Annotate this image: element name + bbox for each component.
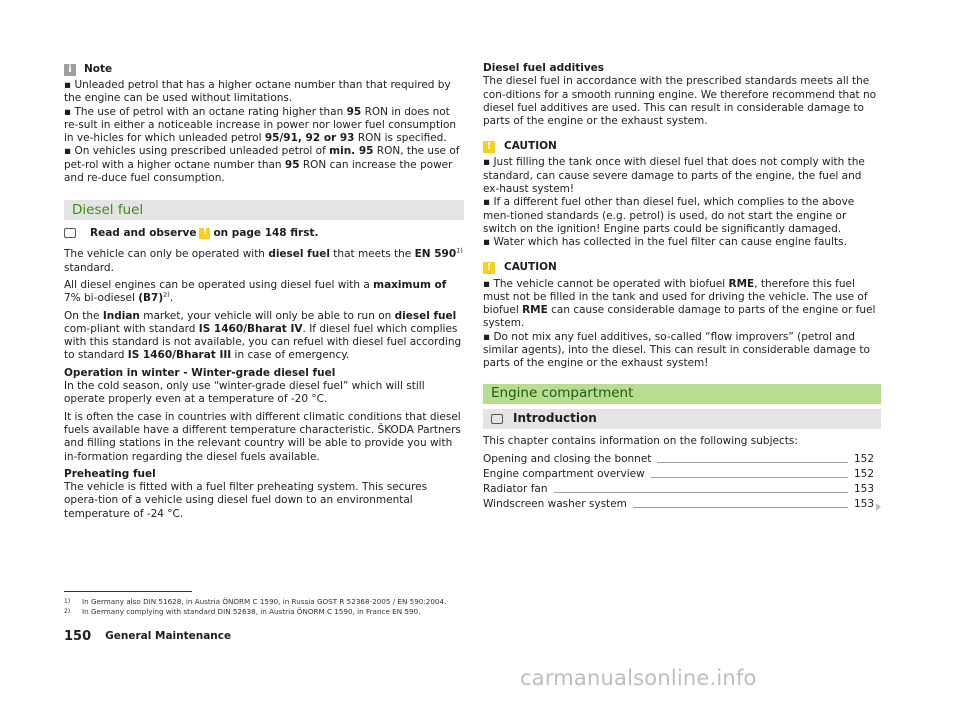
intro-bar: Introduction bbox=[483, 409, 881, 429]
read-and-observe: Read and observe ! on page 148 first. bbox=[64, 226, 464, 240]
section-title-diesel-fuel: Diesel fuel bbox=[64, 200, 464, 220]
page-footer bbox=[64, 629, 231, 645]
warning-icon bbox=[483, 141, 495, 153]
note-item: ▪ Unleaded petrol that has a higher octane number than that required by the engine can be used without limitations. bbox=[64, 79, 451, 105]
caution-item: ▪ If a different fuel other than diesel fuel, which complies to the above men-tioned standards (e.g. petrol) is used, do not start the engine or switch on the ignition! Engine parts could be significantly damaged. bbox=[483, 196, 855, 235]
toc-item[interactable]: Windscreen washer system 153 bbox=[483, 496, 881, 511]
caution-item: ▪ Do not mix any fuel additives, so-called “flow improvers” (petrol and similar agents), into the diesel. This can result in considerable damage to parts of the engine or the exhaust system! bbox=[483, 330, 870, 370]
page-number: 150 bbox=[64, 629, 92, 645]
paragraph: The vehicle can only be operated with diesel fuel that meets the EN 590$^{1)}$ standard. bbox=[64, 246, 463, 274]
warning-icon bbox=[199, 228, 210, 239]
left-column bbox=[64, 62, 464, 521]
paragraph: This chapter contains information on the following subjects: bbox=[483, 434, 798, 447]
footnote: 2) In Germany complying with standard DIN 52638, in Austria ÖNORM C 1590, in France EN 590. bbox=[64, 607, 421, 616]
toc-item[interactable]: Opening and closing the bonnet 152 bbox=[483, 452, 875, 465]
subheading: Diesel fuel additives bbox=[483, 62, 605, 74]
paragraph: In the cold season, only use “winter-grade diesel fuel” which will still operate properly even at a temperature of -20 °C. bbox=[64, 380, 425, 406]
info-icon bbox=[64, 64, 76, 76]
note-item: ▪ On vehicles using prescribed unleaded petrol of min. 95 RON, the use of pet-rol with a higher octane number than 95 RON can increase the power and re-duce fuel consumption. bbox=[64, 145, 460, 185]
caution-item: ▪ The vehicle cannot be operated with biofuel RME, therefore this fuel must not be filled in the tank and used for driving the vehicle. The use of biofuel RME can cause considerable damage to parts of the engine or fuel system. bbox=[483, 277, 876, 330]
section-title-engine-compartment: Engine compartment bbox=[483, 384, 881, 404]
right-column bbox=[483, 62, 881, 511]
subheading: Operation in winter - Winter-grade diesel fuel bbox=[64, 366, 336, 379]
paragraph: It is often the case in countries with different climatic conditions that diesel fuels available have a different temperature characteristic. ŠKODA Partners and filling stations in the relevant country will be able to provide you with in-formation regarding the diesel fuels available. bbox=[64, 410, 461, 463]
paragraph: The diesel fuel in accordance with the prescribed standards meets all the con-ditions for a smooth running engine. We therefore recommend that no diesel fuel additives are used. This can result in considerable damage to parts of the engine or the exhaust system. bbox=[483, 75, 877, 128]
watermark: carmanualsonline.info bbox=[520, 666, 757, 690]
footnote: 1) In Germany also DIN 51628, in Austria ÖNORM C 1590, in Russia GOST R 52368-2005 / EN 590:2004. bbox=[64, 597, 447, 606]
book-icon bbox=[64, 228, 78, 238]
caution-header: ! CAUTION bbox=[483, 261, 881, 276]
continue-arrow-icon bbox=[876, 503, 881, 511]
note-item: ▪ The use of petrol with an octane rating higher than 95 RON in does not re-sult in either a noticeable increase in power nor lower fuel consumption in ve-hicles for which unleaded petrol 95/91, 92 or 93 RON is specified. bbox=[64, 105, 457, 145]
note-header bbox=[64, 62, 464, 77]
paragraph: All diesel engines can be operated using diesel fuel with a maximum of 7% bi-odiesel $(B7)^{2)}$. bbox=[64, 278, 447, 305]
warning-icon bbox=[483, 262, 495, 274]
paragraph: On the Indian market, your vehicle will only be able to run on diesel fuel com-pliant with standard IS 1460/Bharat IV. If diesel fuel which complies with this standard is not available, you can refuel with diesel fuel according to standard IS 1460/Bharat III in case of emergency. bbox=[64, 309, 462, 362]
subheading: Preheating fuel bbox=[64, 467, 156, 480]
toc-item[interactable]: Radiator fan 153 bbox=[483, 482, 875, 495]
footer-section-name: General Maintenance bbox=[105, 630, 232, 643]
caution-item: ▪ Just filling the tank once with diesel fuel that does not comply with the standard, can cause severe damage to parts of the engine, the fuel and ex-haust system! bbox=[483, 156, 865, 196]
footnote-divider bbox=[64, 591, 192, 592]
toc-item[interactable]: Engine compartment overview 152 bbox=[483, 467, 875, 480]
caution-header: ! CAUTION bbox=[483, 139, 881, 154]
toc-list bbox=[483, 451, 881, 511]
paragraph: The vehicle is fitted with a fuel filter preheating system. This secures opera-tion of a vehicle using diesel fuel down to an environmental temperature of -24 °C. bbox=[64, 481, 428, 520]
note-label: Note bbox=[84, 62, 113, 75]
caution-item: ▪ Water which has collected in the fuel filter can cause engine faults. bbox=[483, 236, 847, 249]
book-icon bbox=[491, 414, 505, 424]
